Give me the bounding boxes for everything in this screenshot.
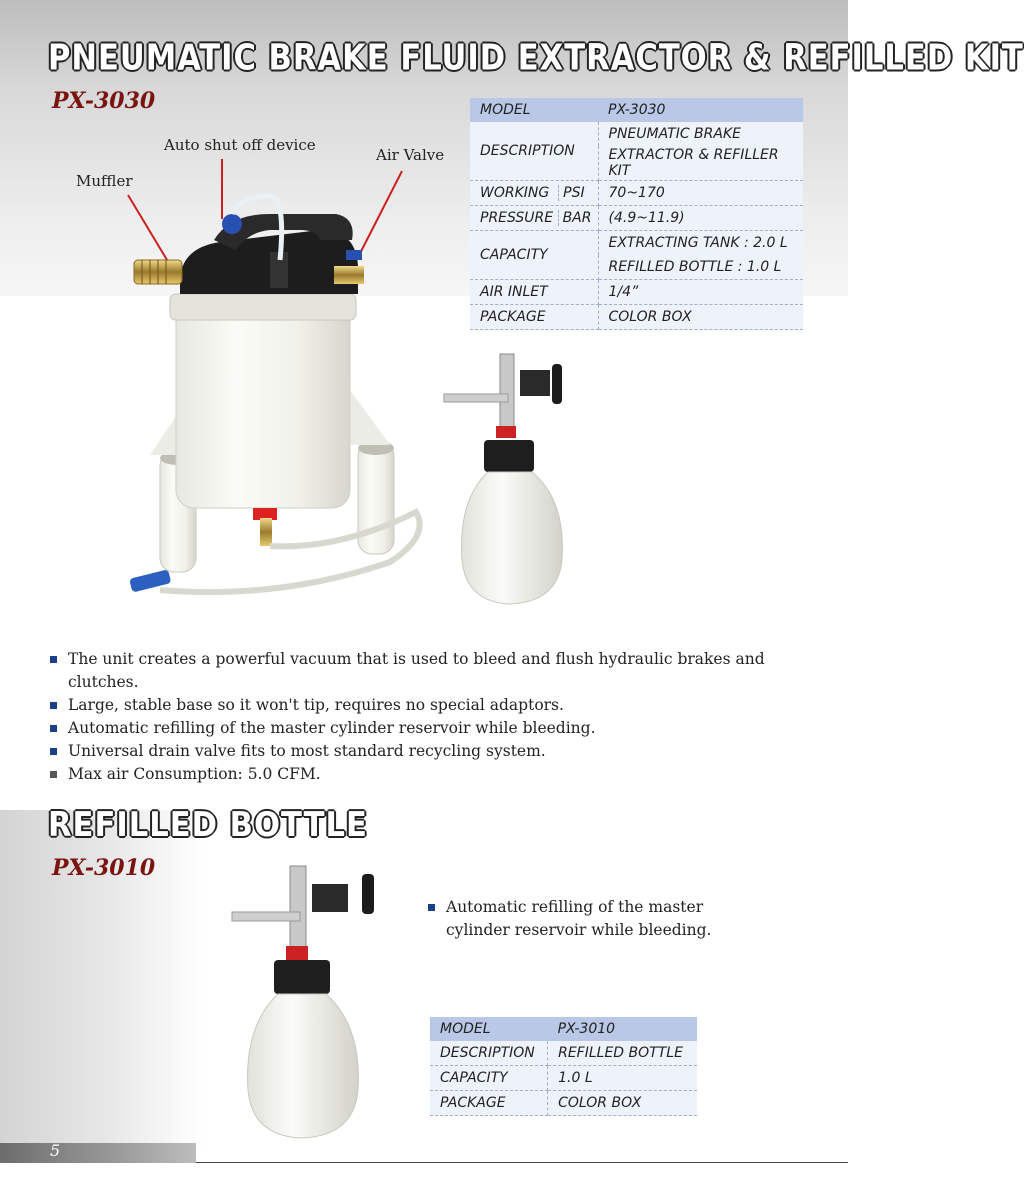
callout-muffler: Muffler — [76, 172, 133, 190]
spec-description-value-2: EXTRACTOR & REFILLER KIT — [598, 146, 803, 181]
page-title: PNEUMATIC BRAKE FLUID EXTRACTOR & REFILLED KIT — [48, 37, 1024, 79]
spec2-capacity-value: 1.0 L — [548, 1066, 697, 1091]
feature-item — [50, 763, 810, 786]
feature-text: Large, stable base so it won't tip, requires no special adaptors. — [68, 696, 564, 714]
spec-capacity-value-2: REFILLED BOTTLE : 1.0 L — [598, 255, 803, 280]
refilled-bottle-image — [228, 862, 398, 1142]
callout-auto-shut-off: Auto shut off device — [164, 136, 316, 154]
spec-capacity-label: CAPACITY — [470, 231, 598, 280]
feature-text-line-2: cylinder reservoir while bleeding. — [446, 921, 712, 939]
spec-description-label: DESCRIPTION — [470, 122, 598, 181]
spec-description-value-1: PNEUMATIC BRAKE — [598, 122, 803, 146]
spec-psi-value: 70~170 — [598, 181, 803, 206]
spec-package-label: PACKAGE — [470, 305, 598, 330]
feature-item — [428, 896, 728, 942]
callout-air-valve: Air Valve — [376, 146, 445, 164]
spec2-capacity-label: CAPACITY — [430, 1066, 548, 1091]
spec-capacity-value-1: EXTRACTING TANK : 2.0 L — [598, 231, 803, 256]
spec-pressure-label — [470, 206, 598, 231]
spec2-package-value: COLOR BOX — [548, 1091, 697, 1116]
spec-working-label — [470, 181, 598, 206]
footer-bar — [0, 1143, 196, 1163]
spec-air-inlet-label: AIR INLET — [470, 280, 598, 305]
feature-text: The unit creates a powerful vacuum that is used to bleed and flush hydraulic brakes and clutches. — [68, 650, 765, 691]
feature-text: Universal drain valve fits to most standard recycling system. — [68, 742, 546, 760]
bullet-square-icon — [50, 656, 57, 663]
feature-text: Automatic refilling of the master cylinder reservoir while bleeding. — [68, 719, 596, 737]
spec2-model-value: PX-3010 — [548, 1017, 697, 1041]
feature-text: Max air Consumption: 5.0 CFM. — [68, 765, 321, 783]
page-number: 5 — [50, 1141, 61, 1160]
spec-package-value: COLOR BOX — [598, 305, 803, 330]
section-title-refilled-bottle: REFILLED BOTTLE — [48, 805, 368, 845]
model-code: PX-3030 — [52, 88, 156, 114]
feature-item — [50, 740, 810, 763]
feature-item — [50, 694, 810, 717]
bullet-square-icon — [50, 725, 57, 732]
spec-psi-label: PSI — [558, 185, 584, 201]
spec2-description-label: DESCRIPTION — [430, 1041, 548, 1066]
bullet-square-icon — [50, 748, 57, 755]
spec2-model-label: MODEL — [430, 1017, 548, 1041]
spec-table-px3010 — [430, 1017, 697, 1116]
spec-bar-label: BAR — [558, 210, 592, 226]
spec2-package-label: PACKAGE — [430, 1091, 548, 1116]
refilled-bottle-feature — [428, 896, 728, 942]
spec-air-inlet-value: 1/4” — [598, 280, 803, 305]
feature-text-line-1: Automatic refilling of the master — [446, 898, 704, 916]
bullet-square-icon — [50, 702, 57, 709]
feature-list — [50, 648, 810, 786]
extractor-tank-image — [120, 190, 440, 610]
spec-working-text: WORKING — [480, 185, 550, 201]
spec-model-value: PX-3030 — [598, 98, 803, 122]
model-code-px3010: PX-3010 — [52, 855, 156, 881]
feature-item — [50, 648, 810, 694]
feature-item — [50, 717, 810, 740]
spec2-description-value: REFILLED BOTTLE — [548, 1041, 697, 1066]
refill-bottle-image — [440, 350, 600, 610]
spec-table-px3030 — [470, 98, 803, 330]
spec-model-label: MODEL — [470, 98, 598, 122]
spec-bar-value: (4.9~11.9) — [598, 206, 803, 231]
bullet-square-icon — [428, 904, 435, 911]
footer-divider — [196, 1162, 848, 1163]
spec-pressure-text: PRESSURE — [480, 210, 554, 226]
bullet-square-icon — [50, 771, 57, 778]
